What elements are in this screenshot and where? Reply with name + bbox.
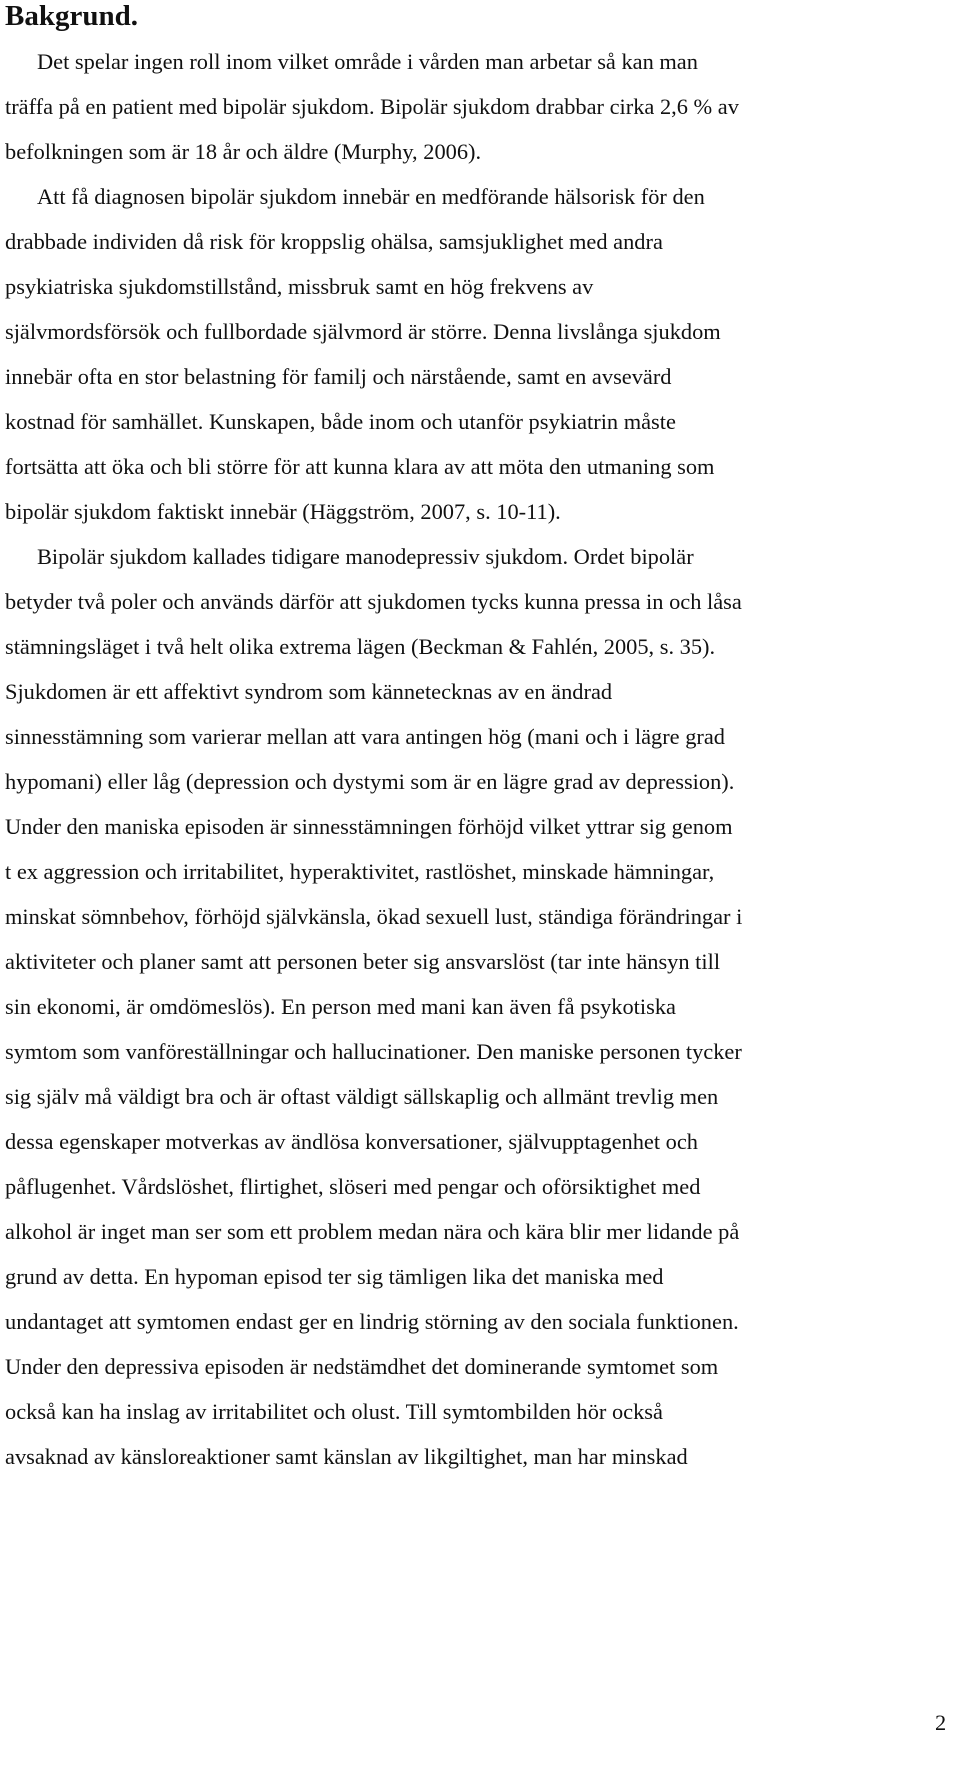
paragraph-line: sinnesstämning som varierar mellan att vara antingen hög (mani och i lägre grad bbox=[5, 724, 725, 749]
paragraph-line: kostnad för samhället. Kunskapen, både inom och utanför psykiatrin måste bbox=[5, 409, 676, 434]
paragraph-line: hypomani) eller låg (depression och dystymi som är en lägre grad av depression). bbox=[5, 769, 735, 794]
paragraph-line: sin ekonomi, är omdömeslös). En person med mani kan även få psykotiska bbox=[5, 994, 676, 1019]
paragraph-line: träffa på en patient med bipolär sjukdom. Bipolär sjukdom drabbar cirka 2,6 % av bbox=[5, 94, 739, 119]
paragraph-line: undantaget att symtomen endast ger en lindrig störning av den sociala funktionen. bbox=[5, 1309, 739, 1334]
paragraph-line: Bipolär sjukdom kallades tidigare manodepressiv sjukdom. Ordet bipolär bbox=[37, 544, 694, 569]
paragraph-line: påflugenhet. Vårdslöshet, flirtighet, slöseri med pengar och oförsiktighet med bbox=[5, 1174, 701, 1199]
paragraph-line: alkohol är inget man ser som ett problem medan nära och kära blir mer lidande på bbox=[5, 1219, 740, 1244]
paragraph-line: också kan ha inslag av irritabilitet och olust. Till symtombilden hör också bbox=[5, 1399, 663, 1424]
paragraph-line: innebär ofta en stor belastning för familj och närstående, samt en avsevärd bbox=[5, 364, 672, 389]
paragraph-line: Under den depressiva episoden är nedstämdhet det dominerande symtomet som bbox=[5, 1354, 719, 1379]
paragraph-line: avsaknad av känsloreaktioner samt känslan av likgiltighet, man har minskad bbox=[5, 1444, 688, 1469]
paragraph-line: dessa egenskaper motverkas av ändlösa konversationer, självupptagenhet och bbox=[5, 1129, 698, 1154]
paragraph-line: psykiatriska sjukdomstillstånd, missbruk samt en hög frekvens av bbox=[5, 274, 594, 299]
paragraph-line: drabbade individen då risk för kroppslig ohälsa, samsjuklighet med andra bbox=[5, 229, 663, 254]
paragraph-line: fortsätta att öka och bli större för att kunna klara av att möta den utmaning som bbox=[5, 454, 715, 479]
paragraph-line: bipolär sjukdom faktiskt innebär (Häggström, 2007, s. 10-11). bbox=[5, 499, 561, 524]
paragraph-line: stämningsläget i två helt olika extrema lägen (Beckman & Fahlén, 2005, s. 35). bbox=[5, 634, 716, 659]
paragraph-line: sig själv må väldigt bra och är oftast väldigt sällskaplig och allmänt trevlig men bbox=[5, 1084, 719, 1109]
paragraph-line: självmordsförsök och fullbordade självmord är större. Denna livslånga sjukdom bbox=[5, 319, 721, 344]
paragraph-line: symtom som vanföreställningar och hallucinationer. Den maniske personen tycker bbox=[5, 1039, 742, 1064]
paragraph-line: betyder två poler och används därför att sjukdomen tycks kunna pressa in och låsa bbox=[5, 589, 742, 614]
paragraph-line: Det spelar ingen roll inom vilket område i vården man arbetar så kan man bbox=[37, 49, 698, 74]
section-heading: Bakgrund. bbox=[5, 0, 138, 32]
paragraph-line: Sjukdomen är ett affektivt syndrom som kännetecknas av en ändrad bbox=[5, 679, 613, 704]
page-number: 2 bbox=[935, 1710, 947, 1735]
paragraph-line: minskat sömnbehov, förhöjd självkänsla, ökad sexuell lust, ständiga förändringar i bbox=[5, 904, 743, 929]
paragraph-line: aktiviteter och planer samt att personen beter sig ansvarslöst (tar inte hänsyn till bbox=[5, 949, 721, 974]
paragraph-line: Under den maniska episoden är sinnesstämningen förhöjd vilket yttrar sig genom bbox=[5, 814, 733, 839]
paragraph-line: befolkningen som är 18 år och äldre (Murphy, 2006). bbox=[5, 139, 482, 164]
paragraph-line: grund av detta. En hypoman episod ter sig tämligen lika det maniska med bbox=[5, 1264, 664, 1289]
paragraph-line: t ex aggression och irritabilitet, hyperaktivitet, rastlöshet, minskade hämningar, bbox=[5, 859, 715, 884]
paragraph-line: Att få diagnosen bipolär sjukdom innebär en medförande hälsorisk för den bbox=[37, 184, 705, 209]
